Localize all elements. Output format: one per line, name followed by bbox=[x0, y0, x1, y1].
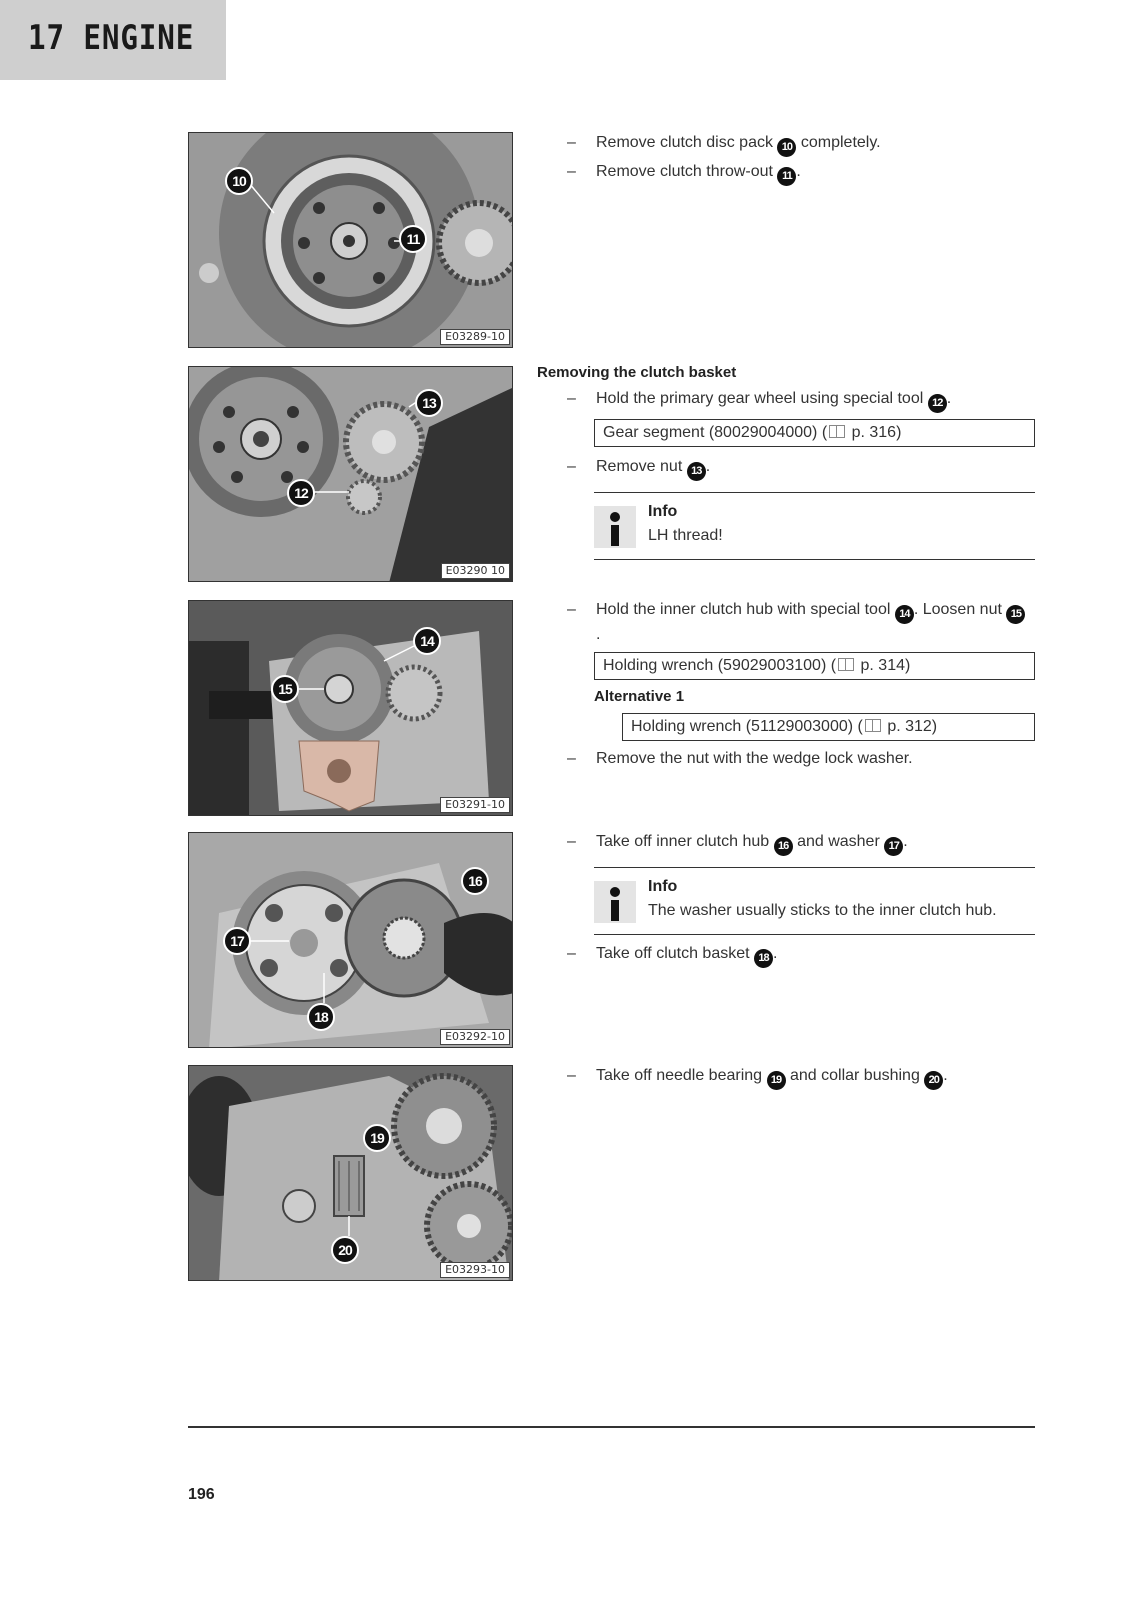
tool-name: Gear segment (80029004000) ( bbox=[603, 424, 828, 441]
step-text: Take off needle bearing bbox=[596, 1067, 763, 1084]
info-icon bbox=[594, 881, 636, 923]
info-icon bbox=[594, 506, 636, 548]
figure-code: E03291-10 bbox=[440, 797, 510, 813]
special-tool-gear-segment[interactable] bbox=[594, 419, 1035, 447]
chapter-title: 17 ENGINE bbox=[28, 18, 195, 58]
callout-11: 11 bbox=[399, 225, 427, 253]
engine-photo-illustration bbox=[189, 601, 513, 816]
dash: – bbox=[567, 945, 576, 962]
figure-code: E03289-10 bbox=[440, 329, 510, 345]
step-text: . bbox=[903, 833, 908, 850]
info-text: LH thread! bbox=[648, 527, 723, 544]
step-text: . bbox=[943, 1067, 948, 1084]
tool-name: Holding wrench (51129003000) ( bbox=[631, 718, 863, 735]
special-tool-holding-wrench-1[interactable] bbox=[594, 652, 1035, 680]
callout-ref: 15 bbox=[1006, 605, 1025, 624]
callout-20: 20 bbox=[331, 1236, 359, 1264]
step-text: . bbox=[705, 458, 711, 475]
figure-inner-clutch-hub bbox=[188, 832, 513, 1048]
alternative-label: Alternative 1 bbox=[594, 688, 685, 705]
dash: – bbox=[567, 601, 576, 618]
step-text: Remove clutch disc pack bbox=[596, 134, 773, 151]
figure-needle-bearing bbox=[188, 1065, 513, 1281]
step-text: and collar bushing bbox=[789, 1067, 920, 1084]
figure-code: E03290 10 bbox=[441, 563, 510, 579]
figure-code: E03293-10 bbox=[440, 1262, 510, 1278]
info-box-washer bbox=[594, 867, 1035, 935]
callout-12: 12 bbox=[287, 479, 315, 507]
figure-code: E03292-10 bbox=[440, 1029, 510, 1045]
chapter-header bbox=[0, 0, 226, 80]
tool-page-ref: p. 316) bbox=[851, 424, 902, 441]
special-tool-holding-wrench-2[interactable] bbox=[622, 713, 1035, 741]
callout-15: 15 bbox=[271, 675, 299, 703]
callout-19: 19 bbox=[363, 1124, 391, 1152]
callout-ref: 19 bbox=[767, 1071, 786, 1090]
figure-clutch-disc-pack bbox=[188, 132, 513, 348]
figure-primary-gear bbox=[188, 366, 513, 582]
step-text: . Loosen nut bbox=[913, 601, 1002, 618]
callout-ref: 16 bbox=[774, 837, 793, 856]
step-take-off-needle-bearing bbox=[567, 1065, 1027, 1090]
callout-10: 10 bbox=[225, 167, 253, 195]
step-remove-nut bbox=[567, 456, 1027, 481]
dash: – bbox=[567, 458, 576, 475]
engine-photo-illustration bbox=[189, 133, 513, 348]
step-remove-throw-out bbox=[567, 161, 1027, 186]
step-remove-nut-washer bbox=[567, 748, 1027, 770]
callout-ref: 14 bbox=[895, 605, 914, 624]
step-text: . bbox=[596, 626, 601, 643]
dash: – bbox=[567, 134, 576, 151]
tool-name: Holding wrench (59029003100) ( bbox=[603, 657, 837, 674]
callout-ref: 17 bbox=[884, 837, 903, 856]
book-reference-icon bbox=[829, 425, 845, 438]
page-number: 196 bbox=[188, 1486, 215, 1503]
step-text: Take off inner clutch hub bbox=[596, 833, 770, 850]
footer-divider bbox=[188, 1426, 1035, 1428]
callout-ref: 18 bbox=[754, 949, 773, 968]
callout-14: 14 bbox=[413, 627, 441, 655]
info-title: Info bbox=[648, 503, 678, 520]
engine-photo-illustration bbox=[189, 367, 513, 582]
step-take-off-basket bbox=[567, 943, 1027, 968]
step-text: Remove the nut with the wedge lock washer. bbox=[596, 750, 913, 767]
info-box-lh-thread bbox=[594, 492, 1035, 560]
dash: – bbox=[567, 1067, 576, 1084]
step-text: Take off clutch basket bbox=[596, 945, 750, 962]
book-reference-icon bbox=[838, 658, 854, 671]
step-text: and washer bbox=[797, 833, 880, 850]
step-remove-disc-pack bbox=[567, 132, 1027, 157]
callout-ref: 12 bbox=[928, 394, 947, 413]
callout-ref: 13 bbox=[687, 462, 706, 481]
dash: – bbox=[567, 750, 576, 767]
step-text: . bbox=[773, 945, 778, 962]
step-text: completely. bbox=[800, 134, 881, 151]
step-text: Remove clutch throw-out bbox=[596, 163, 773, 180]
book-reference-icon bbox=[865, 719, 881, 732]
step-text: Remove nut bbox=[596, 458, 683, 475]
callout-ref: 20 bbox=[924, 1071, 943, 1090]
callout-13: 13 bbox=[415, 389, 443, 417]
step-text: Hold the primary gear wheel using special tool bbox=[596, 390, 924, 407]
figure-holding-wrench bbox=[188, 600, 513, 816]
callout-18: 18 bbox=[307, 1003, 335, 1031]
info-text: The washer usually sticks to the inner clutch hub. bbox=[648, 902, 997, 919]
info-title: Info bbox=[648, 878, 678, 895]
dash: – bbox=[567, 163, 576, 180]
step-text: . bbox=[796, 163, 801, 180]
step-hold-primary-gear bbox=[567, 388, 1027, 413]
callout-16: 16 bbox=[461, 867, 489, 895]
callout-ref: 10 bbox=[777, 138, 796, 157]
tool-page-ref: p. 314) bbox=[860, 657, 911, 674]
callout-ref: 11 bbox=[777, 167, 796, 186]
step-text: . bbox=[946, 390, 952, 407]
step-take-off-inner-hub bbox=[567, 831, 1027, 856]
section-heading: Removing the clutch basket bbox=[537, 364, 737, 381]
dash: – bbox=[567, 390, 576, 407]
callout-17: 17 bbox=[223, 927, 251, 955]
step-text: Hold the inner clutch hub with special tool bbox=[596, 601, 891, 618]
dash: – bbox=[567, 833, 576, 850]
step-hold-inner-hub bbox=[567, 599, 1027, 646]
tool-page-ref: p. 312) bbox=[887, 718, 938, 735]
